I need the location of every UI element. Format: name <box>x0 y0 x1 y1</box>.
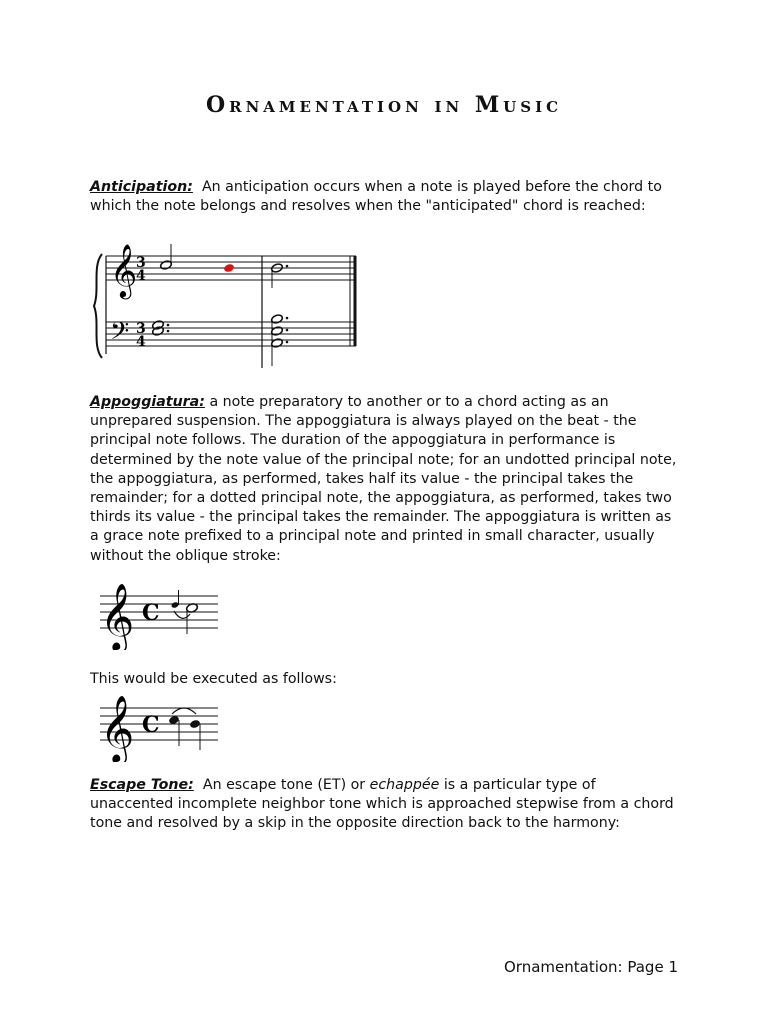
time-signature-treble <box>136 255 146 284</box>
quarter-note <box>189 719 201 729</box>
treble-clef-icon: 𝄞 <box>110 243 138 297</box>
common-time-icon: C <box>142 600 160 626</box>
note-half <box>160 260 173 271</box>
appoggiatura-music-example <box>98 578 222 650</box>
bass-clef-icon: 𝄢 <box>110 317 130 352</box>
escape-tone-paragraph <box>90 776 680 834</box>
svg-text:3: 3 <box>136 255 146 271</box>
common-time-icon: C <box>142 712 160 738</box>
anticipation-note <box>223 263 235 273</box>
time-signature-bass <box>136 321 146 350</box>
treble-clef-icon: 𝄞 <box>100 694 135 762</box>
page-footer: Ornamentation: Page 1 <box>503 958 678 976</box>
svg-text:4: 4 <box>136 268 146 284</box>
svg-text:4: 4 <box>136 334 146 350</box>
grand-staff-brace <box>94 254 102 358</box>
escape-tone-term: Escape Tone: <box>90 777 194 793</box>
execution-paragraph: This would be executed as follows: <box>90 671 337 687</box>
echappee-term: echappée <box>369 777 440 793</box>
svg-text:3: 3 <box>136 321 146 337</box>
appoggiatura-term: Appoggiatura: <box>90 394 205 410</box>
anticipation-paragraph <box>90 178 680 216</box>
anticipation-music-example <box>88 236 363 372</box>
execution-music-example <box>98 690 222 762</box>
anticipation-text: An anticipation occurs when a note is played before the chord to which the note belongs and resolves when the "anticipated" chord is reached: <box>90 179 662 215</box>
appoggiatura-paragraph <box>90 393 680 566</box>
escape-tone-text-before: An escape tone (ET) or <box>202 777 370 793</box>
anticipation-term: Anticipation: <box>90 179 193 195</box>
appoggiatura-text: a note preparatory to another or to a chord acting as an unprepared suspension. The appoggiatura is always played on the beat - the principal note follows. The duration of the appoggiatura in performance is determined by the note value of the principal note; for an undotted principal note, the appoggiatura, as performed, takes half its value - the principal takes the remainder; for a dotted principal note, the appoggiatura, as performed, takes two thirds its value - the principal takes the remainder. The appoggiatura is written as a grace note prefixed to a principal note and printed in small character, usually without the oblique stroke: <box>90 394 677 564</box>
grace-note <box>171 601 180 608</box>
treble-clef-icon: 𝄞 <box>100 582 135 650</box>
escape-tone-text-after: is a particular type of unaccented incomplete neighbor tone which is approached stepwise from a chord tone and resolved by a skip in the opposite direction back to the harmony: <box>90 777 674 832</box>
page-title: Ornamentation in Music <box>205 92 563 118</box>
